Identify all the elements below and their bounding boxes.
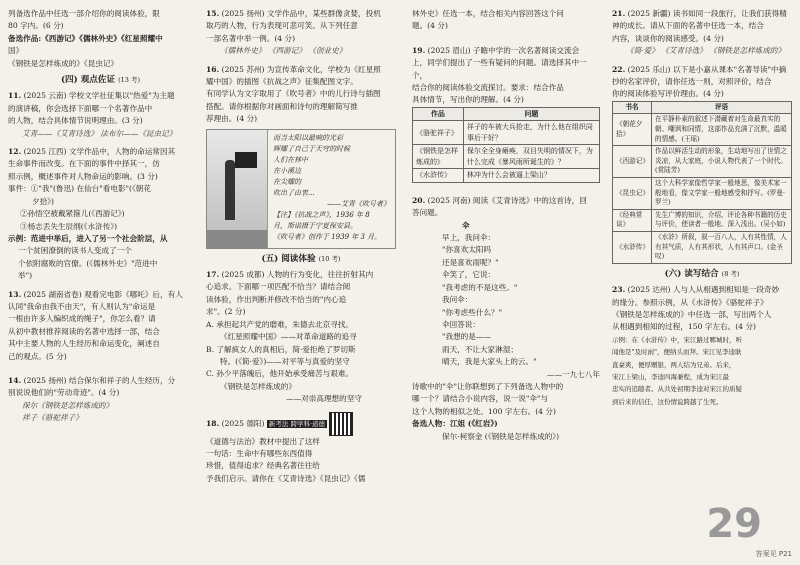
question-17: 17. (2025 成都) 人物的行为变化，往往折射其内 心追求。下面哪一项匹配不恰当？请结合阅 读体验，作出判断并修改不恰当的"内心追 求"。(2 分) A. 承担起共产党的磨难，朱德去北京寻找。 《红星照耀中国》——对革命道路的追寻 B. 了解疯女人的真相后，简·爱拒绝了罗切斯 特。(《简·爱》)——对平等与真爱的坚守 C. 孙少平落魄后，他开始承受痛苦与艰难。 《钢铁是怎样炼成的》 ——对崇高理想的坚守	[206, 270, 374, 404]
question-12: 12. (2025 江西) 文学作品中，人物的命运常因其 生命事件而改变。在下面的事件中择其一，仿 照示例，概述事件对人物命运的影响。(3 分) 事件：①"我"(鲁迅) 在仙台"看电影"(《朝花 夕拾》) ②孙悟空被戴紧箍儿(《西游记》) ③杨志丢失生辰纲(《水浒传》) 示例：范进中举后，进入了另一个社会阶层，从 一个贫困潦倒的读书人变成了一个 个依附腐败的官僚。(《儒林外史》"范进中 举")	[8, 147, 176, 281]
qr-code-icon[interactable]	[329, 412, 353, 436]
question-18: 18. (2025 德阳) 新考法 跨学科·道德 《道德与法治》教材中提出了这样 一句话：生命中有哪些东西值得 珍惜，值得追求？经典名著往往给 予我们启示。请你在《艾青诗选》《昆虫记》《儒	[206, 412, 396, 486]
table-row: 《朝花夕拾》 在平静朴素的叙述下潜藏着对生命最真实的朝、嘲讽和同情，这部作品充满了沉默，温暖的情感。(王瑶)	[613, 114, 792, 146]
q20-task: 诗歌中的"伞"让你联想到了下列备选人物中的 哪一个？请结合小说内容，说一说"伞"与 这个人物的相似之处。100 字左右。(4 分) 备选人物：江姐 (《红岩》) 保尔·柯察金 (《钢铁是怎样炼成的》)	[412, 381, 564, 441]
column-2	[206, 8, 396, 485]
section-title-6: (六) 读写结合 (8 考)	[664, 268, 740, 279]
table-row: 《钢铁是怎样炼成的》 保尔全全身瘫痪，双目失明的情况下，为什么完成《暴风雨所诞生的》？	[413, 145, 600, 169]
question-15: 15. (2025 扬州) 文学作品中，某些群像贪婪，投机 取巧的人物，行为表现可悲可笑。从下列任意 一部名著中举一例。(4 分) 《儒林外史》 《西游记》 《创业史》	[206, 9, 381, 56]
poem-umbrella: 伞 早上，我问伞： "你喜欢太阳吗 还是喜欢雨呢？" 伞笑了，它说： "我考虑的不是这些。" 我问伞： "你考虑些什么？" 伞回答说： "我想的是—— 雨天，不让大家淋湿； 晴天，我是大家头上的云。" ——一九七八年	[442, 220, 600, 379]
answer-reference: 答案见 P21	[755, 550, 792, 558]
table-row: 《经典常谈》 先生广博的知识，介绍、评论各种书籍的历史与评价，使读者一般地、深入浅出。(吴小如)	[613, 209, 792, 231]
bugler-photo	[207, 130, 268, 248]
poster-text: 而当太阳以最响的光彩 辉耀了自己于天穹的时候 人们在林中 在小溪边 在尖耀的 吹出了由衷... ——艾青《吹号者》 【注】《抗战之声》，1936 年 8 月，斯诺摄于宁夏保安县。 《吹号者》创作于 1939 年 3 月。	[273, 133, 390, 241]
new-method-tag: 新考法 跨学科·道德	[268, 419, 326, 428]
column-1	[8, 8, 193, 425]
section-title-5: (五) 阅读体验 (10 考)	[261, 253, 341, 264]
poster-illustration	[206, 129, 396, 249]
carryover-text: 列备选作品中任选一部介绍你的阅读体验，限 80 字内。(6 分) 备选作品:《西游记》《儒林外史》《红星照耀中 国》 《钢铁是怎样炼成的》《昆虫记》	[8, 9, 163, 68]
question-11: 11. (2025 云南) 学校文学社征集以"热爱"为主题 的演讲稿，你会选择下面哪一个名著作品中 的人物，结合具体情节说明理由。(3 分) 艾青——《艾青诗选》 法布尔——《昆虫记》	[8, 91, 177, 138]
column-4	[612, 8, 792, 408]
question-14: 14. (2025 扬州) 结合保尔和祥子的人生经历，分 别说说他们的"劳动奇迹"。(4 分) 保尔《钢铁是怎样炼成的》 祥子《骆驼祥子》	[8, 375, 176, 423]
question-22: 22. (2025 乐山) 以下是小嘉从课本"名著导读"中摘 抄的名家评价，请你任选一则，对照评价，结合 你的阅读体验写评价理由。(4 分)	[612, 64, 787, 99]
question-19: 19. (2025 眉山) 子瞻中学的一次名著阅读交流会 上，同学们提出了一些有疑问的问题。请选择其中一个， 结合你的阅读体验交流探讨。要求：结合作品 具体情节，写出你的理解。(4 分)	[412, 45, 587, 105]
question-21: 21. (2025 新疆) 读书如同一段旅行，让我们获得精 神的成长。请从下面的名著中任选一本，结合 内容，谈谈你的阅读感受。(4 分) 《简·爱》 《艾青诗选》 《钢铁是怎样炼成的》	[612, 9, 787, 56]
q19-table: 作品 问题 《骆驼祥子》 祥子的车被大兵抢走，为什么他在组织同事后干好？ 《钢铁是怎样炼成的》 保尔全全身瘫痪，双目失明的情况下，为什么完成《暴风雨所诞生的》？ 《水浒传》 林冲为什么会被逼上梁山？	[412, 107, 600, 183]
question-20: 20. (2025 河南) 阅读《艾青诗选》中的这首诗，回 答问题。	[412, 195, 587, 218]
table-row: 《昆虫记》 这个大科学家像哲学家一般地思，像美术家一般地看，像文学家一般地感受和抒写。(罗曼·罗兰)	[613, 178, 792, 210]
table-row: 《骆驼祥子》 祥子的车被大兵抢走，为什么他在组织同事后干好？	[413, 121, 600, 145]
column-3: 林外史》任选一本，结合相关内容回答这个问 题。(4 分) 19. (2025 眉山) 子瞻中学的一次名著阅读交流会 上，同学们提出了一些有疑问的问题。请选择其中一个， 结合你的阅读体验交流探讨。要求：结合作品 具体情节，写出你的理解。(4 分) 作品 问题 《骆驼祥子》 祥子的车被大兵抢走，为什么他在组织同事后干好？ 《钢铁是怎样炼成的》 保尔全全身瘫痪，双目失明的情况下，为什么完成《暴风雨所诞生的》？ 《水浒传》 林冲为什么会被逼上梁山？ 20. (2025 河南) 阅读《艾青诗选》中的这首诗，回 答问题。 伞 早上，我问伞： "你喜欢太阳吗 还是喜欢雨呢？" 伞笑了，它说： "我考虑的不是这些。" 我问伞： "你考虑些什么？" 伞回答说： "我想的是—— 雨天，不让大家淋湿； 晴天，我是大家头上的云。" ——一九七八年 诗歌中的"伞"让你联想到了下列备选人物中的 哪一个？请结合小说内容，说一说"伞"与 这个人物的相似之处。100 字左右。(4 分) 备选人物：江姐 (《红岩》) 保尔·柯察金 (《钢铁是怎样炼成的》)	[412, 8, 600, 443]
q22-table: 书名 评语 《朝花夕拾》 在平静朴素的叙述下潜藏着对生命最真实的朝、嘲讽和同情，这部作品充满了沉默，温暖的情感。(王瑶) 《西游记》 作品以鲜活生动的形象，生动地写出了世情之炎凉，从大家庭，小说人物代表了一个时代。(赏陆芳) 《昆虫记》 这个大科学家像哲学家一般地思，像美术家一般地看，像文学家一般地感受和抒写。(罗曼·罗兰) 《经典常谈》 先生广博的知识，介绍、评论各种书籍的历史与评价，使读者一般地、深入浅出。(吴小如) 《水浒传》 《水浒》所叙，叙一百八人，人有其性情，人有其气质，人有其形状，人有其声口。(金圣叹)	[612, 101, 792, 264]
question-16: 16. (2025 苏州) 为宣传革命文化，学校为《红星照 耀中国》的插图《抗战之声》征集配图文字。 有同学认为文字取用了《吹号者》中的儿行诗与插图 搭配。请你根据你对画面和诗句的理解简写推 荐理由。(4 分)	[206, 64, 381, 124]
table-row: 《水浒传》 林冲为什么会被逼上梁山？	[413, 169, 600, 183]
question-13: 13. (2025 湖南省卷) 观看完电影《哪吒》后，有人 认同"我命由我不由天"，有人则认为"命运是 一根由许多人编织成的绳子"，你怎么看？请 从初中教材推荐阅读的名著中选择一部，结合 其中主要人物的人生经历和命运变化，阐述自 己的观点。(5 分)	[8, 289, 183, 361]
table-row: 《西游记》 作品以鲜活生动的形象，生动地写出了世情之炎凉，从大家庭，小说人物代表了一个时代。(赏陆芳)	[613, 146, 792, 178]
page-number: 29	[706, 501, 762, 547]
section-title-4: (四) 观点佐证 (13 考)	[60, 75, 140, 86]
question-23: 23. (2025 达州) 人与人从相遇到相知是一段奇妙 的缘分。参照示例，从《水浒传》《骆驼祥子》 《钢铁是怎样炼成的》中任选一部，写出两个人 从相遇到相知的过程，150 字左右。(4 分) 示例：在《水浒传》中，宋江路过鄆城时，听 闻他是"及时雨"，便纳头而拜。宋江见李逵耿 直豪爽，便厚赠银，两人结为兄弟。后来， 宋江上梁山，李逵四海兼程，成为宋江最 忠实的追随者。从共处初期李逵对宋江的质疑 到后来的信任，这份情谊跨越了生死。	[612, 285, 780, 406]
table-row: 《水浒传》 《水浒》所叙，叙一百八人，人有其性情，人有其气质，人有其形状，人有其声口。(金圣叹)	[613, 231, 792, 263]
